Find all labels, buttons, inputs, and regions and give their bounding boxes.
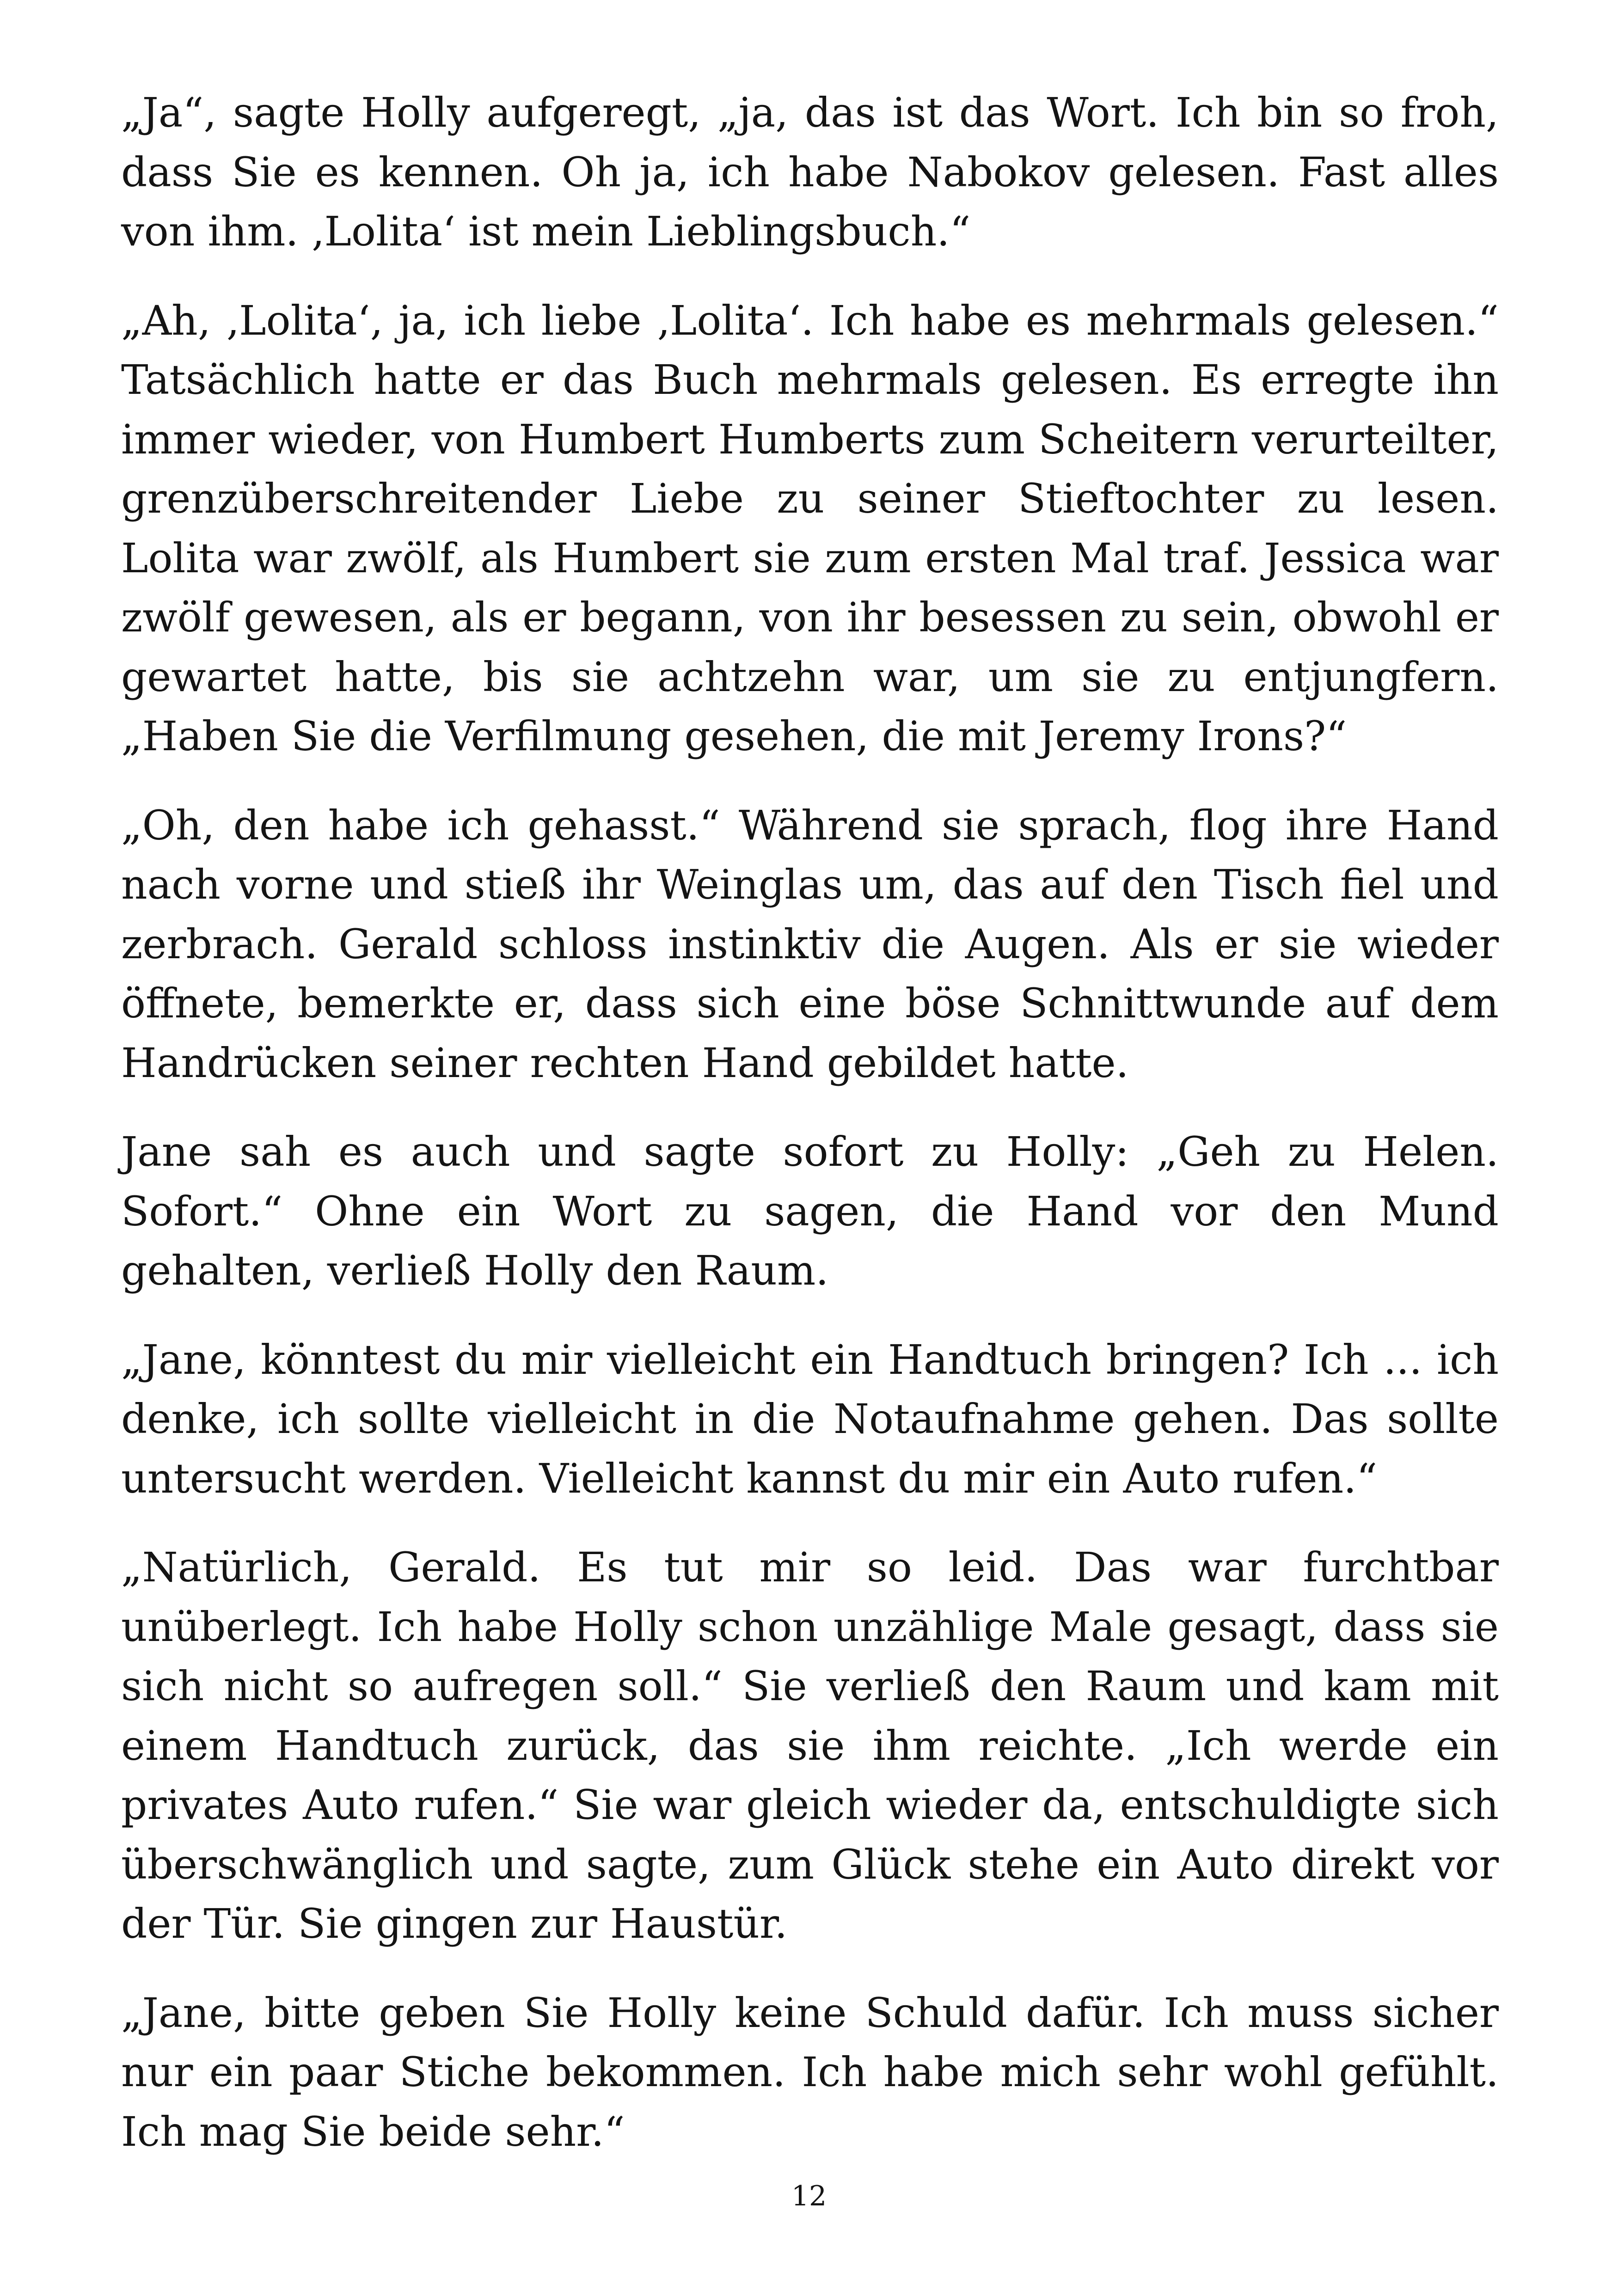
paragraph: „Oh, den habe ich gehasst.“ Während sie sprach, flog ihre Hand nach vorne und stieß ihr Weinglas um, das auf den Tisch fiel und zerbrach. Gerald schloss instinktiv die Augen. Als er sie wieder öffnete, bemerkte er, dass sich eine böse Schnittwunde auf dem Handrücken seiner rechten Hand gebildet hatte. (121, 801, 1499, 1087)
paragraph: Jane sah es auch und sagte sofort zu Holly: „Geh zu Helen. Sofort.“ Ohne ein Wort zu sagen, die Hand vor den Mund gehalten, verließ Holly den Raum. (121, 1128, 1499, 1294)
paragraph: „Ah, ‚Lolita‘, ja, ich liebe ‚Lolita‘. Ich habe es mehrmals gelesen.“ Tatsächlich hatte er das Buch mehrmals gelesen. Es erregte ihn immer wieder, von Humbert Humberts zum Scheitern verurteilter, grenzüberschreitender Liebe zu seiner Stieftochter zu lesen. Lolita war zwölf, als Humbert sie zum ersten Mal traf. Jessica war zwölf gewesen, als er begann, von ihr besessen zu sein, obwohl er gewartet hatte, bis sie achtzehn war, um sie zu entjungfern. „Haben Sie die Verfilmung gesehen, die mit Jeremy Irons?“ (121, 296, 1499, 760)
paragraph: „Natürlich, Gerald. Es tut mir so leid. Das war furchtbar unüberlegt. Ich habe Holly schon unzählige Male gesagt, dass sie sich nicht so aufregen soll.“ Sie verließ den Raum und kam mit einem Handtuch zurück, das sie ihm reichte. „Ich werde ein privates Auto rufen.“ Sie war gleich wieder da, entschuldigte sich überschwänglich und sagte, zum Glück stehe ein Auto direkt vor der Tür. Sie gingen zur Haustür. (121, 1543, 1499, 1947)
paragraph: „Jane, bitte geben Sie Holly keine Schuld dafür. Ich muss sicher nur ein paar Stiche bekommen. Ich habe mich sehr wohl gefühlt. Ich mag Sie beide sehr.“ (121, 1989, 1499, 2155)
page-number: 12 (791, 2180, 827, 2212)
paragraph: „Jane, könntest du mir vielleicht ein Handtuch bringen? Ich ... ich denke, ich sollte vielleicht in die Notaufnahme gehen. Das sollte untersucht werden. Vielleicht kannst du mir ein Auto rufen.“ (121, 1335, 1499, 1502)
paragraph: „Ja“, sagte Holly aufgeregt, „ja, das ist das Wort. Ich bin so froh, dass Sie es kennen. Oh ja, ich habe Nabokov gelesen. Fast alles von ihm. ‚Lolita‘ ist mein Lieblingsbuch.“ (121, 89, 1499, 255)
body-text (121, 83, 1499, 2191)
